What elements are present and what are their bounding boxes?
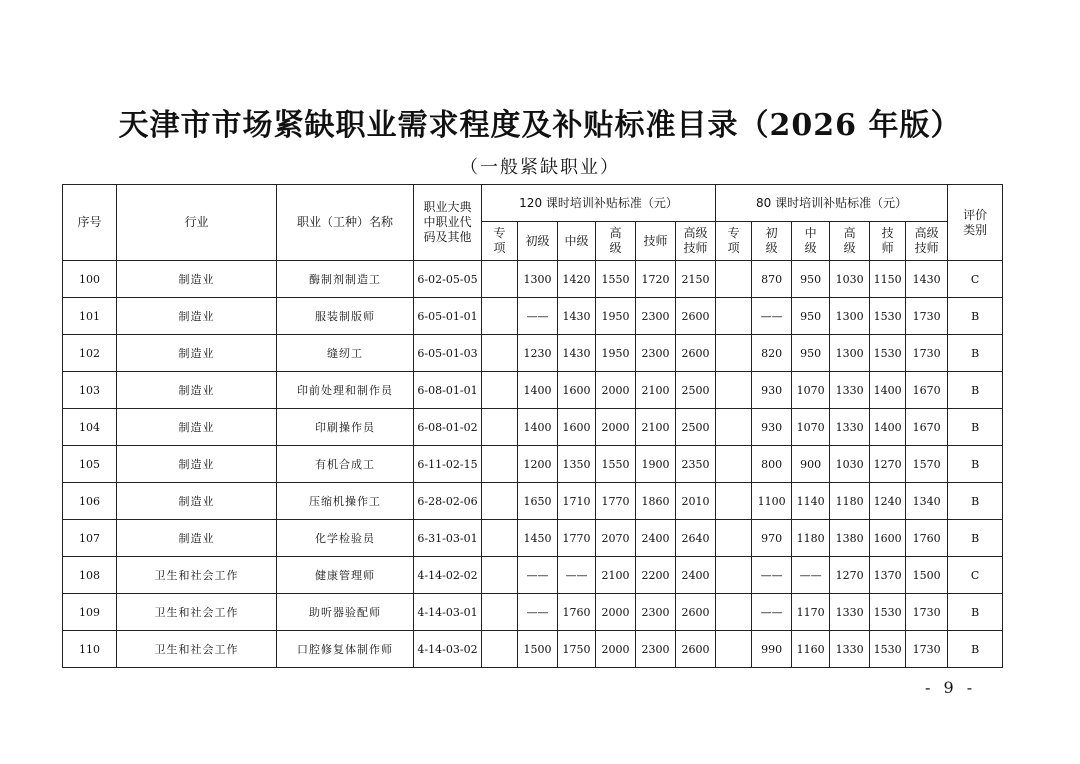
cell-120-senior-technician: 2640 [676,520,716,557]
header-80-senior: 高级 [830,222,870,261]
cell-80-technician: 1530 [870,631,906,668]
cell-seq: 108 [63,557,117,594]
cell-80-technician: 1370 [870,557,906,594]
cell-code: 6-02-05-05 [414,261,482,298]
document-title: 天津市市场紧缺职业需求程度及补贴标准目录（2026 年版） [118,108,962,143]
cell-rating: B [948,520,1003,557]
cell-rating: B [948,631,1003,668]
cell-80-senior: 1030 [830,446,870,483]
cell-80-senior: 1030 [830,261,870,298]
cell-120-junior: —— [518,298,558,335]
cell-rating: B [948,298,1003,335]
cell-120-intermediate: —— [558,557,596,594]
cell-120-special [482,372,518,409]
cell-80-special [716,631,752,668]
cell-120-senior-technician: 2600 [676,594,716,631]
cell-120-special [482,594,518,631]
cell-120-junior: —— [518,594,558,631]
cell-seq: 101 [63,298,117,335]
cell-80-junior: 820 [752,335,792,372]
cell-code: 6-05-01-01 [414,298,482,335]
cell-120-senior-technician: 2500 [676,409,716,446]
cell-occupation: 有机合成工 [277,446,414,483]
cell-80-junior: 970 [752,520,792,557]
cell-80-senior: 1180 [830,483,870,520]
cell-120-intermediate: 1770 [558,520,596,557]
cell-120-intermediate: 1710 [558,483,596,520]
cell-rating: B [948,594,1003,631]
table-row [63,372,1003,409]
cell-80-intermediate: 1070 [792,372,830,409]
cell-120-special [482,483,518,520]
cell-industry: 制造业 [117,520,277,557]
cell-120-technician: 1720 [636,261,676,298]
cell-120-technician: 2100 [636,409,676,446]
cell-80-senior-technician: 1730 [906,594,948,631]
cell-occupation: 化学检验员 [277,520,414,557]
cell-80-technician: 1400 [870,409,906,446]
cell-80-special [716,409,752,446]
cell-80-junior: 930 [752,409,792,446]
cell-code: 6-28-02-06 [414,483,482,520]
cell-120-intermediate: 1430 [558,335,596,372]
cell-120-special [482,557,518,594]
cell-80-special [716,298,752,335]
cell-120-junior: —— [518,557,558,594]
cell-80-senior: 1330 [830,594,870,631]
cell-120-junior: 1200 [518,446,558,483]
cell-seq: 104 [63,409,117,446]
cell-occupation: 健康管理师 [277,557,414,594]
cell-80-junior: 990 [752,631,792,668]
cell-120-technician: 2200 [636,557,676,594]
cell-occupation: 压缩机操作工 [277,483,414,520]
header-120-senior: 高级 [596,222,636,261]
cell-120-senior: 2000 [596,631,636,668]
cell-80-technician: 1530 [870,298,906,335]
cell-80-senior-technician: 1730 [906,298,948,335]
cell-80-senior-technician: 1730 [906,631,948,668]
cell-120-special [482,261,518,298]
cell-80-junior: —— [752,298,792,335]
cell-80-senior: 1270 [830,557,870,594]
cell-seq: 110 [63,631,117,668]
cell-industry: 卫生和社会工作 [117,594,277,631]
header-80-junior: 初级 [752,222,792,261]
cell-120-intermediate: 1750 [558,631,596,668]
cell-120-special [482,520,518,557]
cell-80-senior: 1300 [830,335,870,372]
cell-industry: 制造业 [117,483,277,520]
cell-80-special [716,446,752,483]
cell-occupation: 助听器验配师 [277,594,414,631]
cell-80-intermediate: 950 [792,261,830,298]
cell-80-special [716,557,752,594]
cell-80-junior: —— [752,594,792,631]
cell-seq: 109 [63,594,117,631]
document-subtitle: （一般紧缺职业） [460,157,620,178]
cell-120-intermediate: 1350 [558,446,596,483]
cell-120-junior: 1300 [518,261,558,298]
cell-120-intermediate: 1760 [558,594,596,631]
header-120-technician: 技师 [636,222,676,261]
cell-code: 4-14-03-02 [414,631,482,668]
cell-80-senior: 1380 [830,520,870,557]
table-row [63,446,1003,483]
cell-code: 6-05-01-03 [414,335,482,372]
cell-seq: 107 [63,520,117,557]
cell-120-technician: 2300 [636,631,676,668]
cell-80-intermediate: 1160 [792,631,830,668]
cell-industry: 制造业 [117,372,277,409]
cell-120-senior: 2100 [596,557,636,594]
cell-120-junior: 1450 [518,520,558,557]
cell-80-senior-technician: 1430 [906,261,948,298]
cell-120-senior-technician: 2350 [676,446,716,483]
header-80-technician: 技师 [870,222,906,261]
header-120-special: 专项 [482,222,518,261]
cell-code: 6-08-01-02 [414,409,482,446]
cell-120-junior: 1500 [518,631,558,668]
cell-120-senior: 2000 [596,409,636,446]
cell-120-special [482,409,518,446]
cell-120-senior: 1550 [596,261,636,298]
cell-120-junior: 1400 [518,409,558,446]
cell-rating: C [948,557,1003,594]
cell-occupation: 服装制版师 [277,298,414,335]
header-industry: 行业 [117,185,277,261]
cell-80-intermediate: 1070 [792,409,830,446]
cell-80-senior-technician: 1340 [906,483,948,520]
cell-80-senior: 1330 [830,409,870,446]
cell-120-technician: 1860 [636,483,676,520]
cell-rating: B [948,483,1003,520]
cell-120-special [482,631,518,668]
cell-120-senior-technician: 2500 [676,372,716,409]
cell-rating: B [948,409,1003,446]
cell-120-technician: 2100 [636,372,676,409]
cell-80-junior: 870 [752,261,792,298]
cell-industry: 制造业 [117,335,277,372]
cell-seq: 106 [63,483,117,520]
cell-120-senior: 1770 [596,483,636,520]
cell-80-technician: 1530 [870,335,906,372]
cell-120-intermediate: 1420 [558,261,596,298]
cell-80-junior: 930 [752,372,792,409]
table-row [63,335,1003,372]
table-row [63,557,1003,594]
cell-80-junior: 1100 [752,483,792,520]
cell-120-special [482,298,518,335]
cell-80-senior-technician: 1670 [906,372,948,409]
cell-120-senior: 2000 [596,594,636,631]
cell-120-technician: 2300 [636,594,676,631]
cell-80-technician: 1400 [870,372,906,409]
header-80-intermediate: 中级 [792,222,830,261]
header-80-senior-technician: 高级技师 [906,222,948,261]
cell-80-special [716,335,752,372]
cell-120-technician: 1900 [636,446,676,483]
cell-seq: 100 [63,261,117,298]
cell-120-technician: 2300 [636,298,676,335]
cell-80-senior-technician: 1500 [906,557,948,594]
cell-80-technician: 1600 [870,520,906,557]
cell-80-intermediate: 1140 [792,483,830,520]
cell-seq: 105 [63,446,117,483]
header-group-120: 120 课时培训补贴标准（元） [482,185,716,222]
cell-80-senior-technician: 1570 [906,446,948,483]
cell-120-senior-technician: 2150 [676,261,716,298]
cell-120-senior: 1950 [596,298,636,335]
cell-occupation: 酶制剂制造工 [277,261,414,298]
header-code: 职业大典中职业代码及其他 [414,185,482,261]
cell-seq: 102 [63,335,117,372]
cell-seq: 103 [63,372,117,409]
cell-80-senior: 1330 [830,631,870,668]
cell-80-intermediate: 900 [792,446,830,483]
cell-120-technician: 2300 [636,335,676,372]
cell-120-senior: 2000 [596,372,636,409]
cell-80-technician: 1240 [870,483,906,520]
cell-80-special [716,261,752,298]
cell-rating: B [948,335,1003,372]
cell-80-technician: 1270 [870,446,906,483]
cell-80-technician: 1150 [870,261,906,298]
header-rating: 评价类别 [948,185,1003,261]
cell-occupation: 口腔修复体制作师 [277,631,414,668]
cell-industry: 制造业 [117,298,277,335]
cell-120-senior: 1950 [596,335,636,372]
cell-80-special [716,594,752,631]
cell-occupation: 缝纫工 [277,335,414,372]
table-row [63,261,1003,298]
cell-rating: B [948,446,1003,483]
table-row [63,520,1003,557]
cell-80-intermediate: 950 [792,335,830,372]
page-number: - 9 - [925,678,977,697]
cell-80-junior: 800 [752,446,792,483]
cell-rating: B [948,372,1003,409]
table-row [63,631,1003,668]
header-occupation: 职业（工种）名称 [277,185,414,261]
cell-120-special [482,446,518,483]
cell-120-intermediate: 1600 [558,372,596,409]
header-120-senior-technician: 高级技师 [676,222,716,261]
cell-code: 6-31-03-01 [414,520,482,557]
cell-120-special [482,335,518,372]
table-row [63,298,1003,335]
subsidy-table [62,184,1003,668]
cell-80-technician: 1530 [870,594,906,631]
cell-120-senior-technician: 2600 [676,335,716,372]
table-row [63,594,1003,631]
table-row [63,409,1003,446]
cell-80-senior-technician: 1730 [906,335,948,372]
cell-120-junior: 1400 [518,372,558,409]
table-header [63,185,1003,261]
table-row [63,483,1003,520]
cell-occupation: 印前处理和制作员 [277,372,414,409]
cell-80-special [716,483,752,520]
cell-120-senior-technician: 2600 [676,631,716,668]
header-120-junior: 初级 [518,222,558,261]
cell-80-senior: 1300 [830,298,870,335]
cell-80-senior-technician: 1670 [906,409,948,446]
cell-80-intermediate: —— [792,557,830,594]
cell-80-junior: —— [752,557,792,594]
cell-80-special [716,520,752,557]
cell-code: 6-08-01-01 [414,372,482,409]
cell-120-senior-technician: 2600 [676,298,716,335]
cell-120-technician: 2400 [636,520,676,557]
cell-industry: 卫生和社会工作 [117,631,277,668]
header-80-special: 专项 [716,222,752,261]
cell-120-intermediate: 1600 [558,409,596,446]
cell-industry: 制造业 [117,409,277,446]
cell-occupation: 印刷操作员 [277,409,414,446]
cell-industry: 制造业 [117,261,277,298]
cell-80-intermediate: 1170 [792,594,830,631]
cell-80-senior-technician: 1760 [906,520,948,557]
cell-code: 4-14-02-02 [414,557,482,594]
header-group-80: 80 课时培训补贴标准（元） [716,185,948,222]
cell-120-senior-technician: 2400 [676,557,716,594]
cell-code: 4-14-03-01 [414,594,482,631]
table-body [63,261,1003,668]
cell-industry: 卫生和社会工作 [117,557,277,594]
cell-120-senior-technician: 2010 [676,483,716,520]
cell-80-intermediate: 950 [792,298,830,335]
cell-120-intermediate: 1430 [558,298,596,335]
cell-rating: C [948,261,1003,298]
cell-120-senior: 1550 [596,446,636,483]
cell-code: 6-11-02-15 [414,446,482,483]
cell-80-intermediate: 1180 [792,520,830,557]
header-120-intermediate: 中级 [558,222,596,261]
cell-120-junior: 1230 [518,335,558,372]
cell-80-special [716,372,752,409]
header-seq: 序号 [63,185,117,261]
cell-80-senior: 1330 [830,372,870,409]
cell-120-senior: 2070 [596,520,636,557]
cell-industry: 制造业 [117,446,277,483]
cell-120-junior: 1650 [518,483,558,520]
